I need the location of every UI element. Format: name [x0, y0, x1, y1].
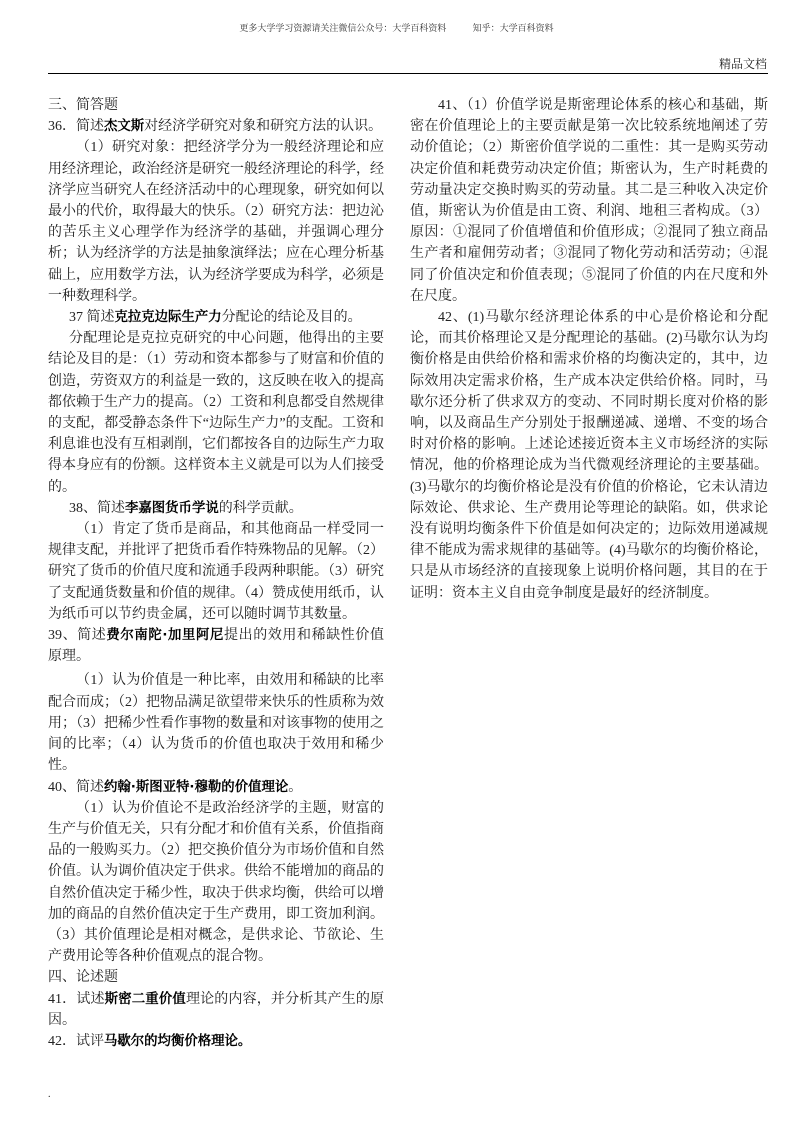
- q-prefix: 42．试评: [48, 1033, 104, 1049]
- top-notice: [0, 21, 793, 34]
- answer-39: （1）认为价值是一种比率，由效用和稀缺的比率配合而成；（2）把物品满足欲望带来快乐的性质称为效用；（3）把稀少性看作事物的数量和对该事物的使用之间的比率；（4）认为货币的价值也取决于效用和稀少性。: [48, 673, 384, 774]
- q-rest: 。: [288, 779, 303, 795]
- q-rest: 分配论的结论及目的。: [221, 310, 362, 326]
- wechat-notice: 更多大学学习资源请关注微信公众号：大学百科资料: [239, 23, 447, 33]
- question-38: [48, 498, 384, 519]
- section-heading-essay: 四、论述题: [48, 970, 118, 986]
- q-keyword: 费尔南陀·加里阿尼: [106, 628, 225, 644]
- answer-38: （1）肯定了货币是商品，和其他商品一样受同一规律支配，并批评了把货币看作特殊物品的见解。（2）研究了货币的价值尺度和流通手段两种职能。（3）研究了支配通货数量和价值的规律。（4）赞成使用纸币，认为纸币可以节约贵金属，还可以随时调节其数量。: [48, 522, 384, 622]
- q-keyword: 马歇尔的均衡价格理论。: [104, 1033, 252, 1049]
- question-39: [48, 625, 384, 667]
- header-divider: [48, 73, 768, 74]
- q-prefix: 40、简述: [48, 779, 104, 795]
- question-37: [48, 307, 384, 328]
- section-heading-short-answer: 三、简答题: [48, 98, 118, 113]
- question-41: [48, 989, 384, 1031]
- q-keyword: 杰文斯: [104, 119, 145, 135]
- q-prefix: 39、简述: [48, 628, 107, 644]
- q-keyword: 克拉克边际生产力: [114, 310, 222, 326]
- question-42: [48, 1031, 384, 1052]
- q-prefix: 36．简述: [48, 119, 104, 135]
- answer-36: （1）研究对象：把经济学分为一般经济理论和应用经济理论，政治经济是研究一般经济理论的科学，经济学应当研究人在经济活动中的心理现象，研究如何以最小的代价，取得最大的快乐。（2）研究方法：把边沁的苦乐主义心理学作为经济学的基础，并强调心理分析；认为经济学的方法是抽象演绎法；应在心理分析基础上，应用数学方法，认为经济学要成为科学，必须是一种数理科学。: [48, 140, 384, 304]
- q-keyword: 李嘉图货币学说: [125, 500, 219, 516]
- question-36: [48, 116, 384, 137]
- q-prefix: 37 简述: [69, 310, 115, 326]
- doc-label: 精品文档: [718, 57, 767, 71]
- left-column: [48, 95, 384, 1102]
- answer-40: （1）认为价值论不是政治经济学的主题，财富的生产与价值无关，只有分配才和价值有关系，价值指商品的一般购买力。（2）把交换价值分为市场价值和自然价值。认为调价值决定于供求。供给不能增加的商品的自然价值决定于稀少性，取决于供求均衡，供给可以增加的商品的自然价值决定于生产费用，即工资加利润。（3）其价值理论是相对概念，是供求论、节欲论、生产费用论等各种价值观点的混合物。: [48, 800, 384, 965]
- q-prefix: 38、简述: [69, 500, 125, 516]
- zhihu-notice: 知乎：大学百科资料: [472, 23, 554, 33]
- q-prefix: 41．试述: [48, 991, 105, 1007]
- q-rest: 的科学贡献。: [218, 500, 303, 516]
- question-40: [48, 777, 384, 798]
- q-rest: 对经济学研究对象和研究方法的认识。: [144, 119, 383, 135]
- q-rest: 提出的效用和稀缺性价值原理。: [48, 628, 385, 665]
- q-rest: 理论的内容，并分析其产生的原因。: [48, 991, 385, 1028]
- answer-37: 分配理论是克拉克研究的中心问题，他得出的主要结论及目的是：（1）劳动和资本都参与了财富和价值的创造，劳资双方的利益是一致的，这反映在收入的提高都依赖于生产力的提高。（2）工资和利息都受自然规律的支配，都受静态条件下“边际生产力”的支配。工资和利息谁也没有互相剥削，它们都按各自的边际生产力取得本身应有的份额。这样资本主义就是可以为人们接受的。: [48, 331, 384, 495]
- q-keyword: 斯密二重价值: [104, 991, 186, 1007]
- q-keyword: 约翰·斯图亚特·穆勒的价值理论: [104, 779, 289, 795]
- answer-42: 42、(1)马歇尔经济理论体系的中心是价格论和分配论，而其价格理论又是分配理论的基础。(2)马歇尔认为均衡价格是由供给价格和需求价格的均衡决定的，其中，边际效用决定需求价格，生产成本决定供给价格。同时，马歇尔还分析了供求双方的变动、不同时期长度对价格的影响，以及商品生产分别处于报酬递减、递增、不变的场合时对价格的影响。上述论述接近资本主义市场经济的实际情况，他的价格理论成为当代微观经济理论的主要基础。(3)马歇尔的均衡价格论是没有价值的价格论，它未认清边际效论、供求论、生产费用论等理论的缺陷。如，供求论没有说明均衡条件下价值是如何决定的；边际效用递减规律不能成为需求规律的基础等。(4)马歇尔的均衡价格论，只是从市场经济的直接现象上说明价格问题，其目的在于证明：资本主义自由竞争制度是最好的经济制度。: [410, 310, 768, 601]
- stray-dot: .: [48, 1089, 51, 1101]
- right-column: [410, 95, 768, 604]
- answer-41: 41、（1）价值学说是斯密理论体系的核心和基础，斯密在价值理论上的主要贡献是第一次比较系统地阐述了劳动价值论；（2）斯密价值学说的二重性：其一是购买劳动决定价值和耗费劳动决定价值；斯密认为，生产时耗费的劳动量决定交换时购买的劳动量。其二是三种收入决定价值，斯密认为价值是由工资、利润、地租三者构成。（3）原因：①混同了价值增值和价值形成；②混同了独立商品生产者和雇佣劳动者；③混同了物化劳动和活劳动；④混同了价值决定和价值表现；⑤混同了价值的内在尺度和外在尺度。: [410, 98, 768, 304]
